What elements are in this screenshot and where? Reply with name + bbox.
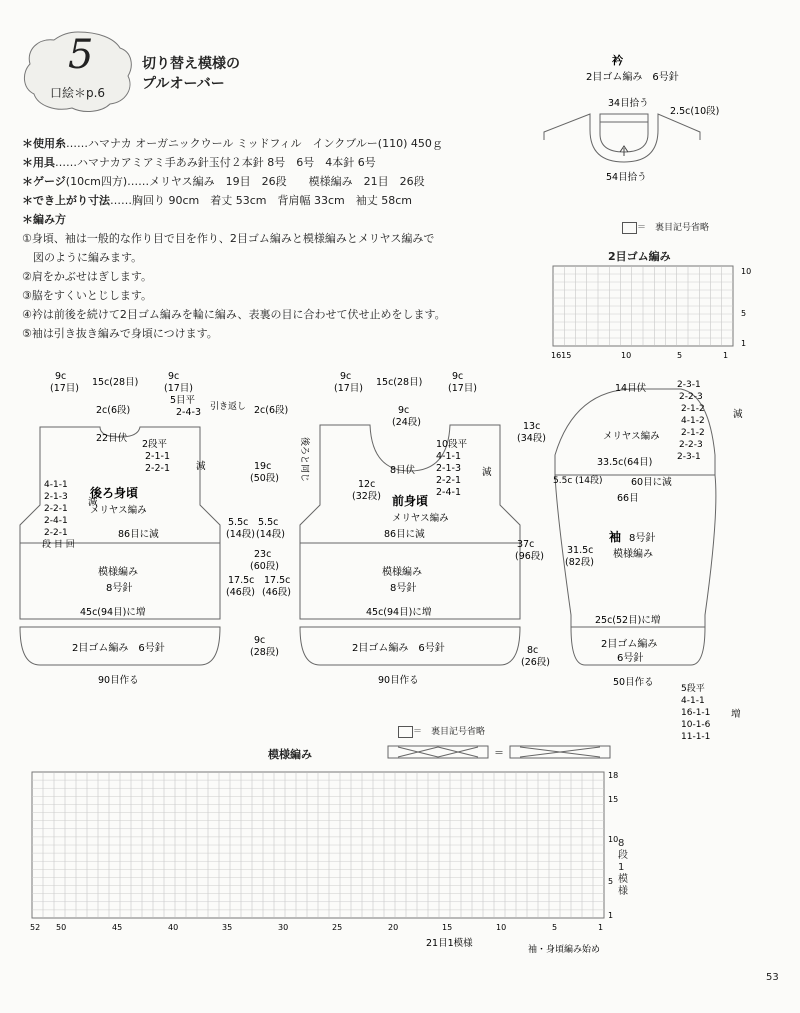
collar-top-pick: 34目拾う bbox=[608, 98, 649, 109]
dim-label: (14段) bbox=[226, 529, 256, 540]
dim-label: (26段) bbox=[521, 657, 551, 668]
collar-bottom-pick: 54目拾う bbox=[606, 172, 647, 183]
dim-label: (60段) bbox=[250, 561, 280, 572]
back-title: 後ろ身頃 bbox=[90, 486, 139, 500]
dim-label: 4-1-1 bbox=[436, 451, 461, 462]
dim-label: (14段) bbox=[256, 529, 286, 540]
pattern-row-label: 18 bbox=[608, 771, 619, 780]
dim-label: 袖・身頃編み始め bbox=[528, 945, 601, 955]
front-title: 前身頃 bbox=[392, 494, 429, 508]
dim-label: (17目) bbox=[334, 383, 364, 394]
pattern-chart bbox=[28, 770, 648, 960]
sleeve-title: 袖 bbox=[609, 530, 622, 544]
pattern-col-label: 5 bbox=[552, 923, 558, 932]
dim-label: 4-1-2 bbox=[681, 416, 705, 426]
pattern-legend: ＝ 裏目記号省略 bbox=[398, 724, 485, 738]
pattern-row-label: 5 bbox=[608, 877, 614, 886]
dim-label: 60目に減 bbox=[631, 477, 672, 488]
spec-tools: ＊用具……ハマナカアミアミ手あみ針玉付２本針 8号 6号 4本針 6号 bbox=[22, 156, 376, 169]
cable-legend bbox=[388, 744, 618, 762]
sleeve-diagram bbox=[505, 365, 800, 745]
dim-label: 2c(6段) bbox=[96, 405, 131, 416]
dim-label: 9c bbox=[340, 371, 352, 382]
dim-label: 減 bbox=[733, 409, 743, 420]
dim-label: 13c bbox=[523, 421, 541, 432]
pattern-col-label: 52 bbox=[30, 923, 41, 932]
pattern-col-label: 30 bbox=[278, 923, 289, 932]
dim-label: 2-4-1 bbox=[44, 516, 68, 526]
dim-label: 15c(28目) bbox=[376, 377, 423, 388]
dim-label: 19c bbox=[254, 461, 272, 472]
spec-method: ＊編み方 bbox=[22, 213, 66, 226]
spec-list bbox=[22, 134, 446, 343]
dim-label: 45c(94目)に増 bbox=[80, 607, 146, 618]
dim-label: 8目伏 bbox=[390, 465, 416, 476]
rib-col-label: 1 bbox=[723, 351, 729, 360]
dim-label: 5.5c bbox=[553, 476, 573, 486]
dim-label: 2c(6段) bbox=[254, 405, 289, 416]
dim-label: 9c bbox=[452, 371, 464, 382]
dim-label: 2目ゴム編み 6号針 bbox=[352, 643, 445, 654]
dim-label: 15c(28目) bbox=[92, 377, 139, 388]
spec-size: ＊でき上がり寸法……胸回り 90cm 着丈 53cm 背肩幅 33cm 袖丈 58cm bbox=[22, 194, 413, 207]
pattern-col-label: 20 bbox=[388, 923, 399, 932]
collar-diagram bbox=[530, 50, 730, 190]
dim-label: 5段平 bbox=[681, 684, 705, 694]
rib-chart-title: 2目ゴム編み bbox=[608, 250, 671, 263]
pattern-col-label: 45 bbox=[112, 923, 123, 932]
dim-label: 33.5c(64目) bbox=[597, 457, 653, 468]
dim-label: 2-2-1 bbox=[436, 475, 461, 486]
svg-text:＝: ＝ bbox=[494, 748, 504, 759]
pattern-col-label: 10 bbox=[496, 923, 507, 932]
dim-label: 11-1-1 bbox=[681, 732, 711, 742]
dim-label: 2-1-1 bbox=[145, 451, 170, 462]
dim-label: (50段) bbox=[250, 473, 280, 484]
dim-label: 14目伏 bbox=[615, 383, 647, 394]
pattern-row-label: 1 bbox=[608, 911, 614, 920]
dim-label: 22目伏 bbox=[96, 433, 128, 444]
pattern-col-label: 15 bbox=[442, 923, 453, 932]
dim-label: 90目作る bbox=[378, 675, 419, 686]
dim-label: 21目1模様 bbox=[426, 938, 473, 949]
pattern-col-label: 35 bbox=[222, 923, 233, 932]
dim-label: 模様編み bbox=[382, 567, 422, 578]
spec-gauge: ＊ゲージ(10cm四方)……メリヤス編み 19目 26段 模様編み 21目 26段 bbox=[22, 175, 425, 188]
dim-label: 17.5c bbox=[228, 575, 255, 586]
pattern-row-label: 15 bbox=[608, 795, 619, 804]
dim-label: 8c bbox=[527, 645, 539, 656]
dim-label: (34段) bbox=[517, 433, 547, 444]
dim-label: 模様編み bbox=[613, 549, 653, 560]
dim-label: 2-2-3 bbox=[679, 440, 703, 450]
dim-label: 31.5c bbox=[567, 545, 594, 556]
dim-label: 4-1-1 bbox=[44, 480, 68, 490]
photo-ref: 口絵＊p.6 bbox=[50, 86, 106, 100]
step: ③脇をすくいとじします。 bbox=[22, 289, 152, 302]
dim-label: 17.5c bbox=[264, 575, 291, 586]
page-title: 切り替え模様の プルオーバー bbox=[142, 56, 240, 92]
dim-label: 4-1-1 bbox=[681, 696, 705, 706]
dim-label: 2目ゴム編み 6号針 bbox=[72, 643, 165, 654]
dim-label: 8号針 bbox=[106, 583, 133, 594]
dim-label: 10段平 bbox=[436, 439, 468, 450]
dim-label: 2-1-2 bbox=[681, 428, 705, 438]
repeat-rows-label: 8段1模様 bbox=[618, 838, 628, 897]
dim-label: (46段) bbox=[226, 587, 256, 598]
dim-label: 50目作る bbox=[613, 677, 654, 688]
dim-label: 8号針 bbox=[629, 533, 656, 544]
dim-label: 2-1-2 bbox=[681, 404, 705, 414]
step: ④衿は前後を続けて2目ゴム編みを輪に編み、表裏の目に合わせて伏せ止めをします。 bbox=[22, 308, 446, 321]
dim-label: 8号針 bbox=[390, 583, 417, 594]
collar-side: 2.5c(10段) bbox=[670, 106, 720, 117]
dim-label: 2目ゴム編み bbox=[601, 639, 658, 650]
pattern-number: 5 bbox=[68, 32, 94, 78]
rib-chart bbox=[545, 262, 785, 362]
dim-label: 5目平 bbox=[170, 395, 196, 406]
pattern-badge bbox=[22, 30, 134, 114]
dim-label: (32段) bbox=[352, 491, 382, 502]
spec-yarn: ＊使用糸……ハマナカ オーガニックウール ミッドフィル インクブルー(110) 450ｇ bbox=[22, 137, 443, 150]
dim-label: 9c bbox=[254, 635, 266, 646]
rib-col-label: 5 bbox=[677, 351, 683, 360]
step: ②肩をかぶせはぎします。 bbox=[22, 270, 152, 283]
dim-label: 減 bbox=[196, 461, 206, 472]
dim-label: (96段) bbox=[515, 551, 545, 562]
dim-label: 2-1-3 bbox=[44, 492, 68, 502]
dim-label: メリヤス編み bbox=[603, 431, 660, 442]
dim-label: 37c bbox=[517, 539, 535, 550]
dim-label: 2-4-1 bbox=[436, 487, 461, 498]
dim-label: 2-2-3 bbox=[679, 392, 703, 402]
rib-col-label: 10 bbox=[621, 351, 632, 360]
dim-label: 23c bbox=[254, 549, 272, 560]
dim-label: 86目に減 bbox=[384, 529, 425, 540]
page-number: 53 bbox=[766, 972, 779, 983]
dim-label: (17目) bbox=[50, 383, 80, 394]
dim-label: (82段) bbox=[565, 557, 595, 568]
dim-label: 45c(94目)に増 bbox=[366, 607, 432, 618]
rib-row-label: 1 bbox=[741, 339, 747, 348]
dim-label: (17目) bbox=[448, 383, 478, 394]
dim-label: 16-1-1 bbox=[681, 708, 711, 718]
step: ⑤袖は引き抜き編みで身頃につけます。 bbox=[22, 327, 218, 340]
dim-label: メリヤス編み bbox=[392, 513, 449, 524]
dim-label: (14段) bbox=[575, 476, 603, 486]
dim-label: メリヤス編み bbox=[90, 505, 147, 516]
dim-label: (17目) bbox=[164, 383, 194, 394]
dim-label: 2段平 bbox=[142, 439, 168, 450]
dim-label: 引き返し bbox=[210, 402, 247, 412]
pattern-chart-title: 模様編み bbox=[268, 748, 312, 761]
dim-label: 2-4-3 bbox=[176, 407, 201, 418]
dim-label: 2-2-1 bbox=[44, 528, 68, 538]
dim-label: 減 bbox=[482, 467, 492, 478]
pattern-col-label: 50 bbox=[56, 923, 67, 932]
pattern-row-label: 10 bbox=[608, 835, 619, 844]
dim-label: 模様編み bbox=[98, 567, 138, 578]
step: 図のように編みます。 bbox=[22, 251, 143, 264]
dim-label: 10-1-6 bbox=[681, 720, 711, 730]
rib-row-label: 10 bbox=[741, 267, 752, 276]
dim-label: 2-3-1 bbox=[677, 380, 701, 390]
step: ①身頃、袖は一般的な作り目で目を作り、2目ゴム編みと模様編みとメリヤス編みで bbox=[22, 232, 435, 245]
collar-sub: 2目ゴム編み 6号針 bbox=[586, 72, 679, 83]
dim-label: 2-1-3 bbox=[436, 463, 461, 474]
dim-label: 12c bbox=[358, 479, 376, 490]
dim-label: 9c bbox=[55, 371, 67, 382]
dim-label: 25c(52目)に増 bbox=[595, 615, 661, 626]
pattern-col-label: 1 bbox=[598, 923, 604, 932]
dim-label: 段 目 回 bbox=[42, 540, 75, 550]
dim-label: 2-2-1 bbox=[145, 463, 170, 474]
dim-label: 減 bbox=[88, 497, 98, 508]
pattern-col-label: 40 bbox=[168, 923, 179, 932]
dim-label: 5.5c bbox=[228, 517, 249, 528]
dim-label: 9c bbox=[168, 371, 180, 382]
dim-label: 5.5c bbox=[258, 517, 279, 528]
dim-label: 6号針 bbox=[617, 653, 644, 664]
dim-label: 9c bbox=[398, 405, 410, 416]
dim-label: (28段) bbox=[250, 647, 280, 658]
rib-row-label: 5 bbox=[741, 309, 747, 318]
dim-label: 66目 bbox=[617, 493, 639, 504]
collar-title: 衿 bbox=[612, 54, 623, 67]
dim-label: 増 bbox=[731, 709, 741, 720]
pattern-col-label: 25 bbox=[332, 923, 343, 932]
dim-label: 90目作る bbox=[98, 675, 139, 686]
dim-label: (24段) bbox=[392, 417, 422, 428]
dim-label: 後ろと同じ bbox=[299, 437, 309, 483]
rib-legend: ＝ 裏目記号省略 bbox=[622, 220, 709, 234]
dim-label: 2-2-1 bbox=[44, 504, 68, 514]
dim-label: 86目に減 bbox=[118, 529, 159, 540]
rib-col-label: 1615 bbox=[551, 351, 572, 360]
dim-label: (46段) bbox=[262, 587, 292, 598]
dim-label: 2-3-1 bbox=[677, 452, 701, 462]
